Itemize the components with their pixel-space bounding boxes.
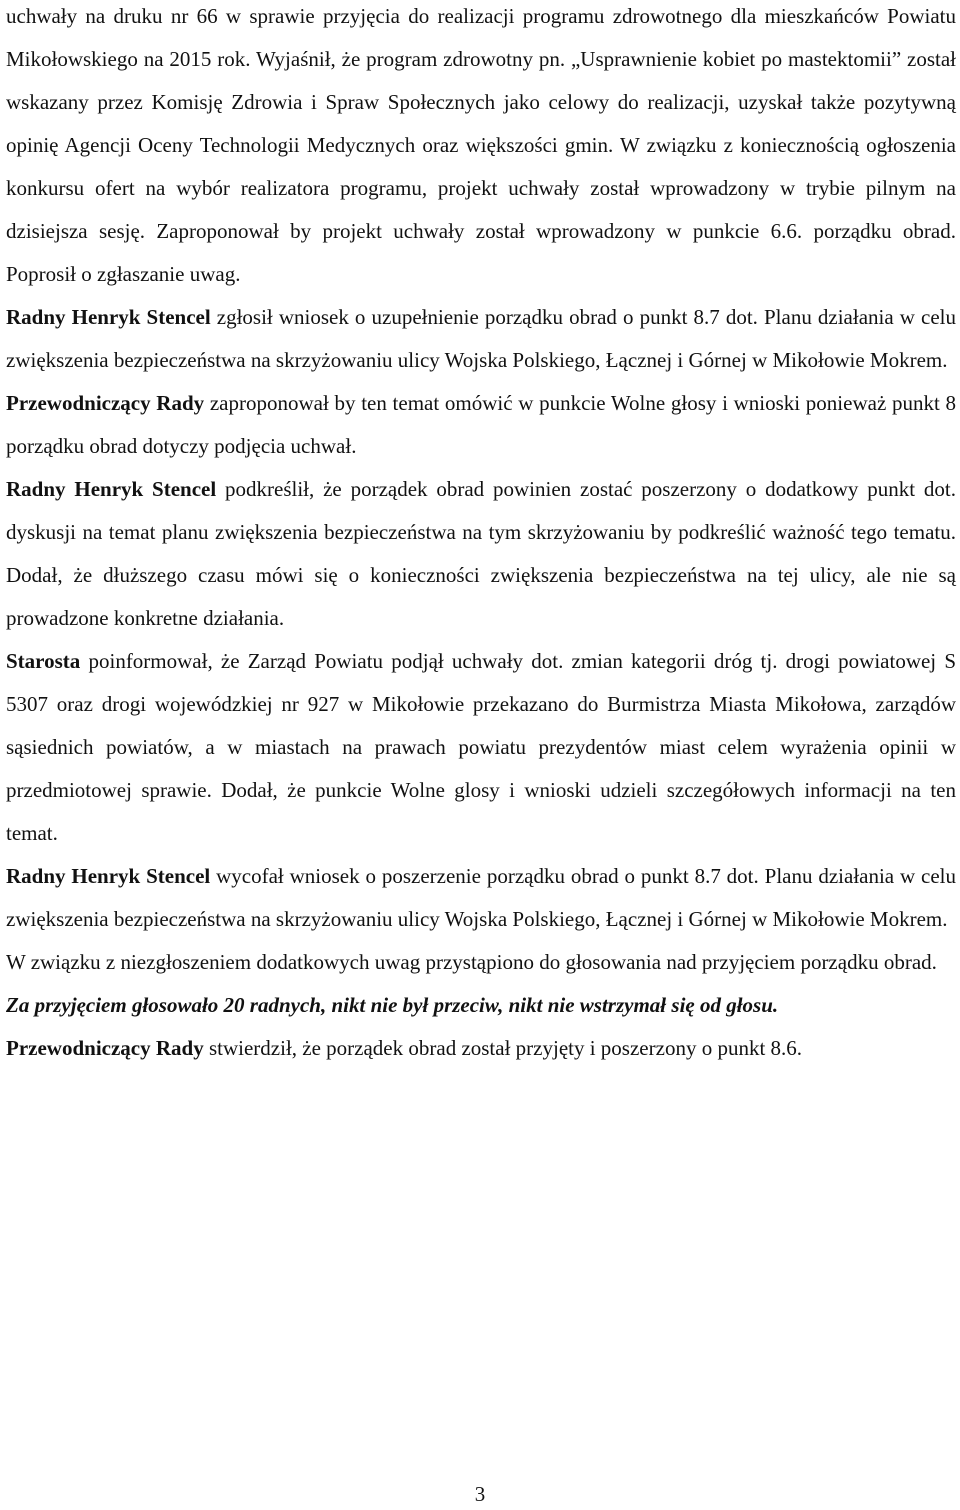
paragraph-text: wycofał wniosek o poszerzenie porządku obrad o punkt 8.7 dot. Planu działania w celu zwiększenia bezpieczeństwa na skrzyżowaniu ulicy Wojska Polskiego, Łącznej i Górnej w Mikołowie Mokrem. bbox=[6, 864, 956, 931]
paragraph-stencel-podkreslil bbox=[6, 468, 956, 640]
speaker-name: Radny Henryk Stencel bbox=[6, 864, 211, 888]
paragraph-glosowanie bbox=[6, 941, 956, 984]
document-body bbox=[6, 0, 956, 1070]
paragraph-starosta bbox=[6, 640, 956, 855]
speaker-name: Radny Henryk Stencel bbox=[6, 477, 217, 501]
paragraph-closing bbox=[6, 1027, 956, 1070]
page-number: 3 bbox=[474, 1482, 486, 1506]
paragraph-text: W związku z niezgłoszeniem dodatkowych uwag przystąpiono do głosowania nad przyjęciem porządku obrad. bbox=[6, 950, 937, 974]
vote-result: Za przyjęciem głosowało 20 radnych, nikt nie był przeciw, nikt nie wstrzymał się od głosu. bbox=[6, 993, 779, 1017]
paragraph-przewodniczacy bbox=[6, 382, 956, 468]
speaker-name: Przewodniczący Rady bbox=[6, 1036, 204, 1060]
speaker-name: Przewodniczący Rady bbox=[6, 391, 205, 415]
speaker-name: Radny Henryk Stencel bbox=[6, 305, 211, 329]
paragraph-text: podkreślił, że porządek obrad powinien zostać poszerzony o dodatkowy punkt dot. dyskusji na temat planu zwiększenia bezpieczeństwa na tym skrzyżowaniu by podkreślić ważność tego tematu. Dodał, że dłuższego czasu mówi się o konieczności zwiększenia bezpieczeństwa na tej ulicy, ale nie są prowadzone konkretne działania. bbox=[6, 477, 957, 630]
speaker-name: Starosta bbox=[6, 649, 81, 673]
paragraph-text: zaproponował by ten temat omówić w punkcie Wolne głosy i wnioski ponieważ punkt 8 porządku obrad dotyczy podjęcia uchwał. bbox=[6, 391, 956, 458]
paragraph-text: zgłosił wniosek o uzupełnienie porządku obrad o punkt 8.7 dot. Planu działania w celu zwiększenia bezpieczeństwa na skrzyżowaniu ulicy Wojska Polskiego, Łącznej i Górnej w Mikołowie Mokrem. bbox=[6, 305, 956, 372]
paragraph-text: uchwały na druku nr 66 w sprawie przyjęcia do realizacji programu zdrowotnego dla mieszkańców Powiatu Mikołowskiego na 2015 rok. Wyjaśnił, że program zdrowotny pn. „Usprawnienie kobiet po mastektomii” został wskazany przez Komisję Zdrowia i Spraw Społecznych jako celowy do realizacji, uzyskał także pozytywną opinię Agencji Oceny Technologii Medycznych oraz większości gmin. W związku z koniecznością ogłoszenia konkursu ofert na wybór realizatora programu, projekt uchwały został wprowadzony w trybie pilnym na dzisiejsza sesję. Zaproponował by projekt uchwały został wprowadzony w punkcie 6.6. porządku obrad. Poprosił o zgłaszanie uwag. bbox=[6, 4, 956, 286]
paragraph-program-zdrowotny bbox=[6, 0, 956, 296]
paragraph-text: poinformował, że Zarząd Powiatu podjął uchwały dot. zmian kategorii dróg tj. drogi powiatowej S 5307 oraz drogi wojewódzkiej nr 927 w Mikołowie przekazano do Burmistrza Miasta Mikołowa, zarządów sąsiednich powiatów, a w miastach na prawach powiatu prezydentów miast celem wyrażenia opinii w przedmiotowej sprawie. Dodał, że punkcie Wolne glosy i wnioski udzieli szczegółowych informacji na ten temat. bbox=[6, 649, 957, 845]
paragraph-wniosek-stencel bbox=[6, 296, 956, 382]
paragraph-stencel-wycofal bbox=[6, 855, 956, 941]
paragraph-text: stwierdził, że porządek obrad został przyjęty i poszerzony o punkt 8.6. bbox=[208, 1036, 803, 1060]
